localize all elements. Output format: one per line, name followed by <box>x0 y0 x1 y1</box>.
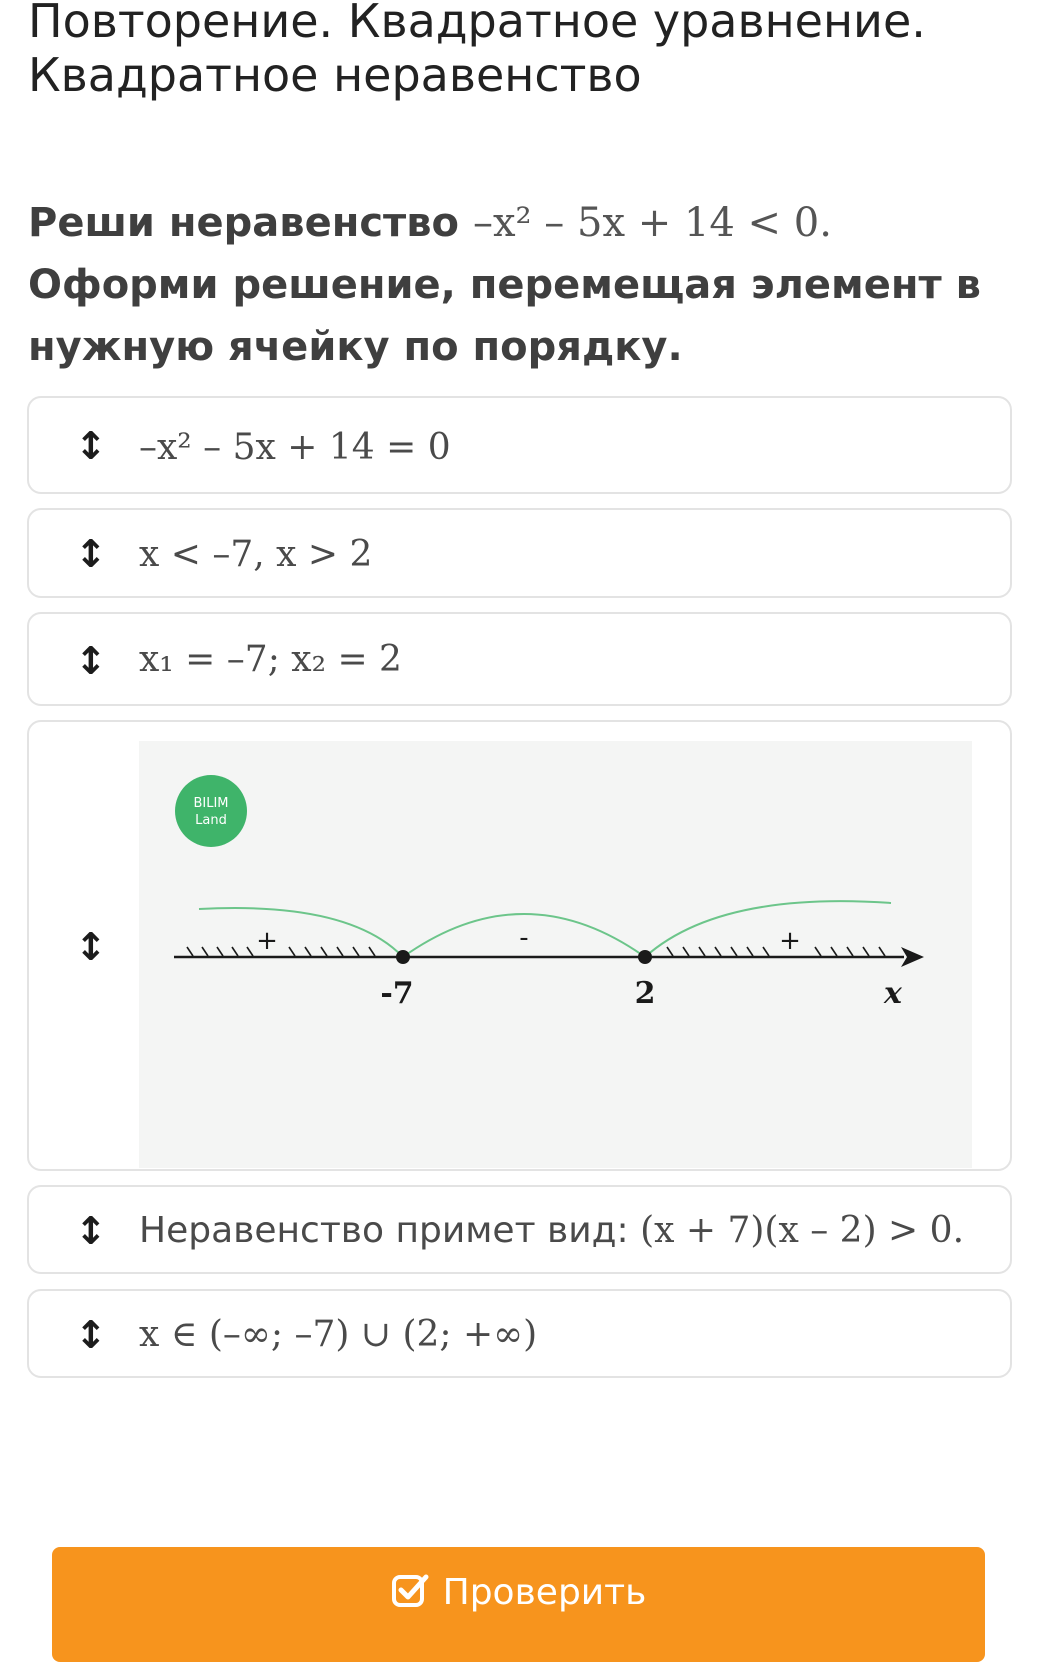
hatch-mark <box>715 947 721 956</box>
sign-label-right: + <box>779 926 801 956</box>
root-label-2: 2 <box>634 976 656 1011</box>
up-down-arrow-icon[interactable]: ↕ <box>75 639 107 683</box>
page-title <box>28 0 1028 102</box>
sortable-item-4[interactable] <box>27 720 1012 1171</box>
page-title-line-1: Повторение. Квадратное уравнение. <box>28 0 926 48</box>
hatch-mark <box>369 947 375 956</box>
hatch-mark <box>683 947 689 956</box>
hatch-mark <box>831 947 837 956</box>
item-5-expression: (x + 7)(x – 2) > 0. <box>640 1210 965 1251</box>
hatch-mark <box>247 947 253 956</box>
hatch-mark <box>321 947 327 956</box>
up-down-arrow-icon[interactable]: ↕ <box>75 1209 107 1253</box>
sign-label-middle: - <box>519 923 529 953</box>
task-prefix: Реши неравенство <box>28 200 473 246</box>
up-down-arrow-icon[interactable]: ↕ <box>75 424 107 468</box>
logo-text-line-1: BILIM <box>193 796 229 811</box>
sortable-item-1[interactable] <box>27 396 1012 494</box>
x-axis-label: x <box>884 976 902 1011</box>
hatch-mark <box>699 947 705 956</box>
sign-diagram-figure <box>139 741 972 1168</box>
page-title-line-2: Квадратное неравенство <box>28 48 642 102</box>
item-2-text: x < –7, x > 2 <box>139 534 373 575</box>
sortable-item-3[interactable] <box>27 612 1012 706</box>
sortable-item-6[interactable] <box>27 1289 1012 1378</box>
number-line-diagram <box>139 741 972 1168</box>
hatch-mark <box>305 947 311 956</box>
hatch-mark <box>863 947 869 956</box>
hatch-mark <box>232 947 238 956</box>
check-button-label: Проверить <box>442 1572 647 1613</box>
item-6-text: x ∈ (–∞; –7) ∪ (2; +∞) <box>139 1314 538 1355</box>
sortable-item-2[interactable] <box>27 508 1012 598</box>
check-button[interactable] <box>52 1547 985 1662</box>
hatch-mark <box>337 947 343 956</box>
item-3-text: x₁ = –7; x₂ = 2 <box>139 639 402 680</box>
sign-arc-right <box>645 901 891 957</box>
hatch-mark <box>731 947 737 956</box>
task-inequality: –x² – 5x + 14 < 0. <box>472 200 832 246</box>
hatch-mark <box>217 947 223 956</box>
x-axis-arrow-icon <box>901 947 924 967</box>
hatch-mark <box>289 947 295 956</box>
logo-text-line-2: Land <box>195 813 227 828</box>
hatch-mark <box>763 947 769 956</box>
hatch-mark <box>187 947 193 956</box>
sign-label-left: + <box>256 926 278 956</box>
sign-arc-left <box>199 908 403 957</box>
hatch-mark <box>202 947 208 956</box>
item-1-text: –x² – 5x + 14 = 0 <box>139 427 451 468</box>
check-button-content <box>52 1571 985 1615</box>
sortable-item-5[interactable] <box>27 1185 1012 1274</box>
hatch-mark <box>847 947 853 956</box>
up-down-arrow-icon[interactable]: ↕ <box>75 1313 107 1357</box>
root-point-1 <box>396 950 410 964</box>
item-5-text <box>139 1209 964 1253</box>
root-label-1: -7 <box>380 976 414 1011</box>
hatch-mark <box>815 947 821 956</box>
item-5-prefix: Неравенство примет вид: <box>139 1210 641 1251</box>
up-down-arrow-icon[interactable]: ↕ <box>75 532 107 576</box>
hatch-mark <box>667 947 673 956</box>
up-down-arrow-icon[interactable]: ↕ <box>75 925 107 969</box>
task-instruction: Оформи решение, перемещая элемент в нужную ячейку по порядку. <box>28 262 981 370</box>
bilimland-logo <box>175 775 247 847</box>
task-text <box>28 192 1038 378</box>
hatch-mark <box>353 947 359 956</box>
check-square-icon <box>391 1572 429 1610</box>
hatch-mark <box>879 947 885 956</box>
root-point-2 <box>638 950 652 964</box>
hatch-mark <box>747 947 753 956</box>
